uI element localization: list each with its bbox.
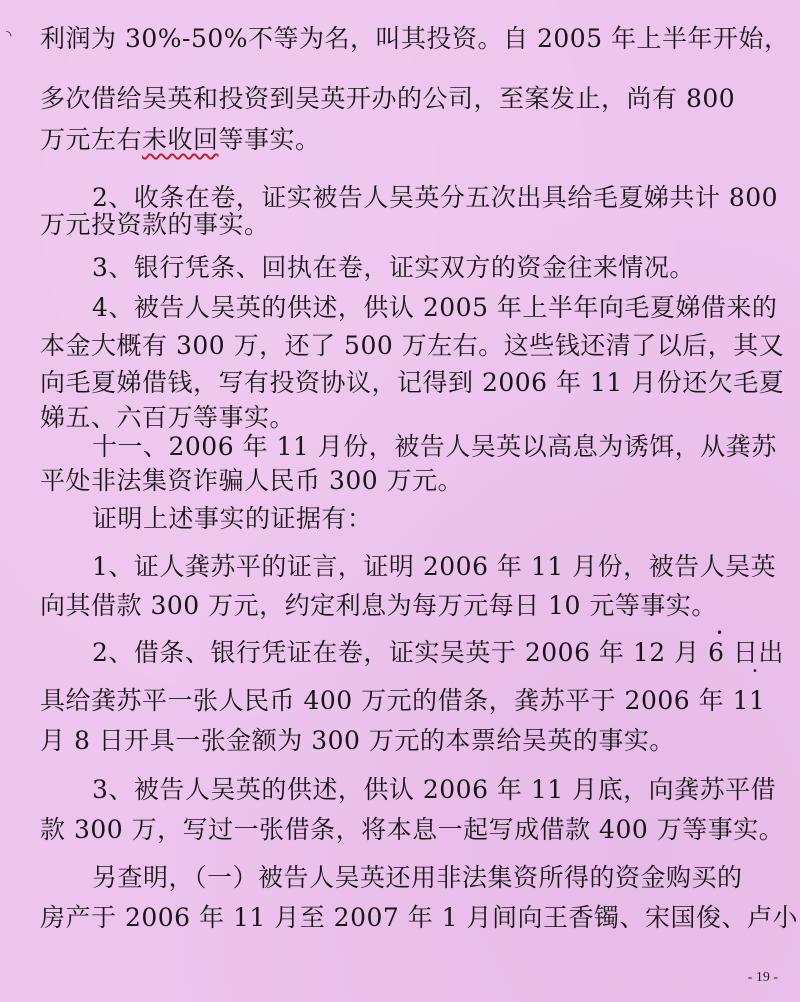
- text-line: 款 300 万，写过一张借条，将本息一起写成借款 400 万等事实。: [40, 815, 785, 844]
- margin-mark: ◝: [6, 28, 12, 44]
- margin-mark: •: [716, 626, 724, 640]
- text-line: 2、收条在卷，证实被告人吴英分五次出具给毛夏娣共计 800: [92, 183, 779, 212]
- text-line: 万元投资款的事实。: [40, 210, 270, 239]
- text-line: 平处非法集资诈骗人民币 300 万元。: [40, 466, 464, 495]
- page-number: - 19 -: [747, 970, 778, 985]
- text-line: 房产于 2006 年 11 月至 2007 年 1 月间向王香镯、宋国俊、卢小: [40, 903, 799, 932]
- text-line: 月 8 日开具一张金额为 300 万元的本票给吴英的事实。: [40, 726, 675, 755]
- text-span: 万元左右: [40, 125, 143, 154]
- handwritten-underline-mark: 未收回: [142, 125, 219, 154]
- text-line: 4、被告人吴英的供述，供认 2005 年上半年向毛夏娣借来的: [92, 293, 778, 322]
- text-line: 3、被告人吴英的供述，供认 2006 年 11 月底，向龚苏平借: [92, 775, 777, 804]
- text-line: 3、银行凭条、回执在卷，证实双方的资金往来情况。: [92, 253, 695, 282]
- text-line: 具给龚苏平一张人民币 400 万元的借条，龚苏平于 2006 年 11: [40, 686, 766, 715]
- text-line: 1、证人龚苏平的证言，证明 2006 年 11 月份，被告人吴英: [92, 552, 777, 581]
- text-line: 向毛夏娣借钱，写有投资协议，记得到 2006 年 11 月份还欠毛夏: [40, 368, 785, 397]
- text-line: 利润为 30%-50%不等为名，叫其投资。自 2005 年上半年开始，: [40, 24, 790, 53]
- text-line: 证明上述事实的证据有：: [92, 504, 373, 533]
- text-line: 十一、2006 年 11 月份，被告人吴英以高息为诱饵，从龚苏: [92, 432, 777, 461]
- text-line: 多次借给吴英和投资到吴英开办的公司，至案发止，尚有 800: [40, 84, 736, 113]
- text-line: 本金大概有 300 万，还了 500 万左右。这些钱还清了以后，其又: [40, 331, 785, 360]
- margin-mark: •: [752, 666, 758, 677]
- text-line: [40, 124, 321, 156]
- text-line: 2、借条、银行凭证在卷，证实吴英于 2006 年 12 月 6 日出: [92, 638, 784, 667]
- text-line: 向其借款 300 万元，约定利息为每万元每日 10 元等事实。: [40, 591, 717, 620]
- text-line: 另查明，（一）被告人吴英还用非法集资所得的资金购买的: [92, 863, 743, 892]
- text-line: 娣五、六百万等事实。: [40, 403, 296, 432]
- text-span: 等事实。: [218, 125, 321, 154]
